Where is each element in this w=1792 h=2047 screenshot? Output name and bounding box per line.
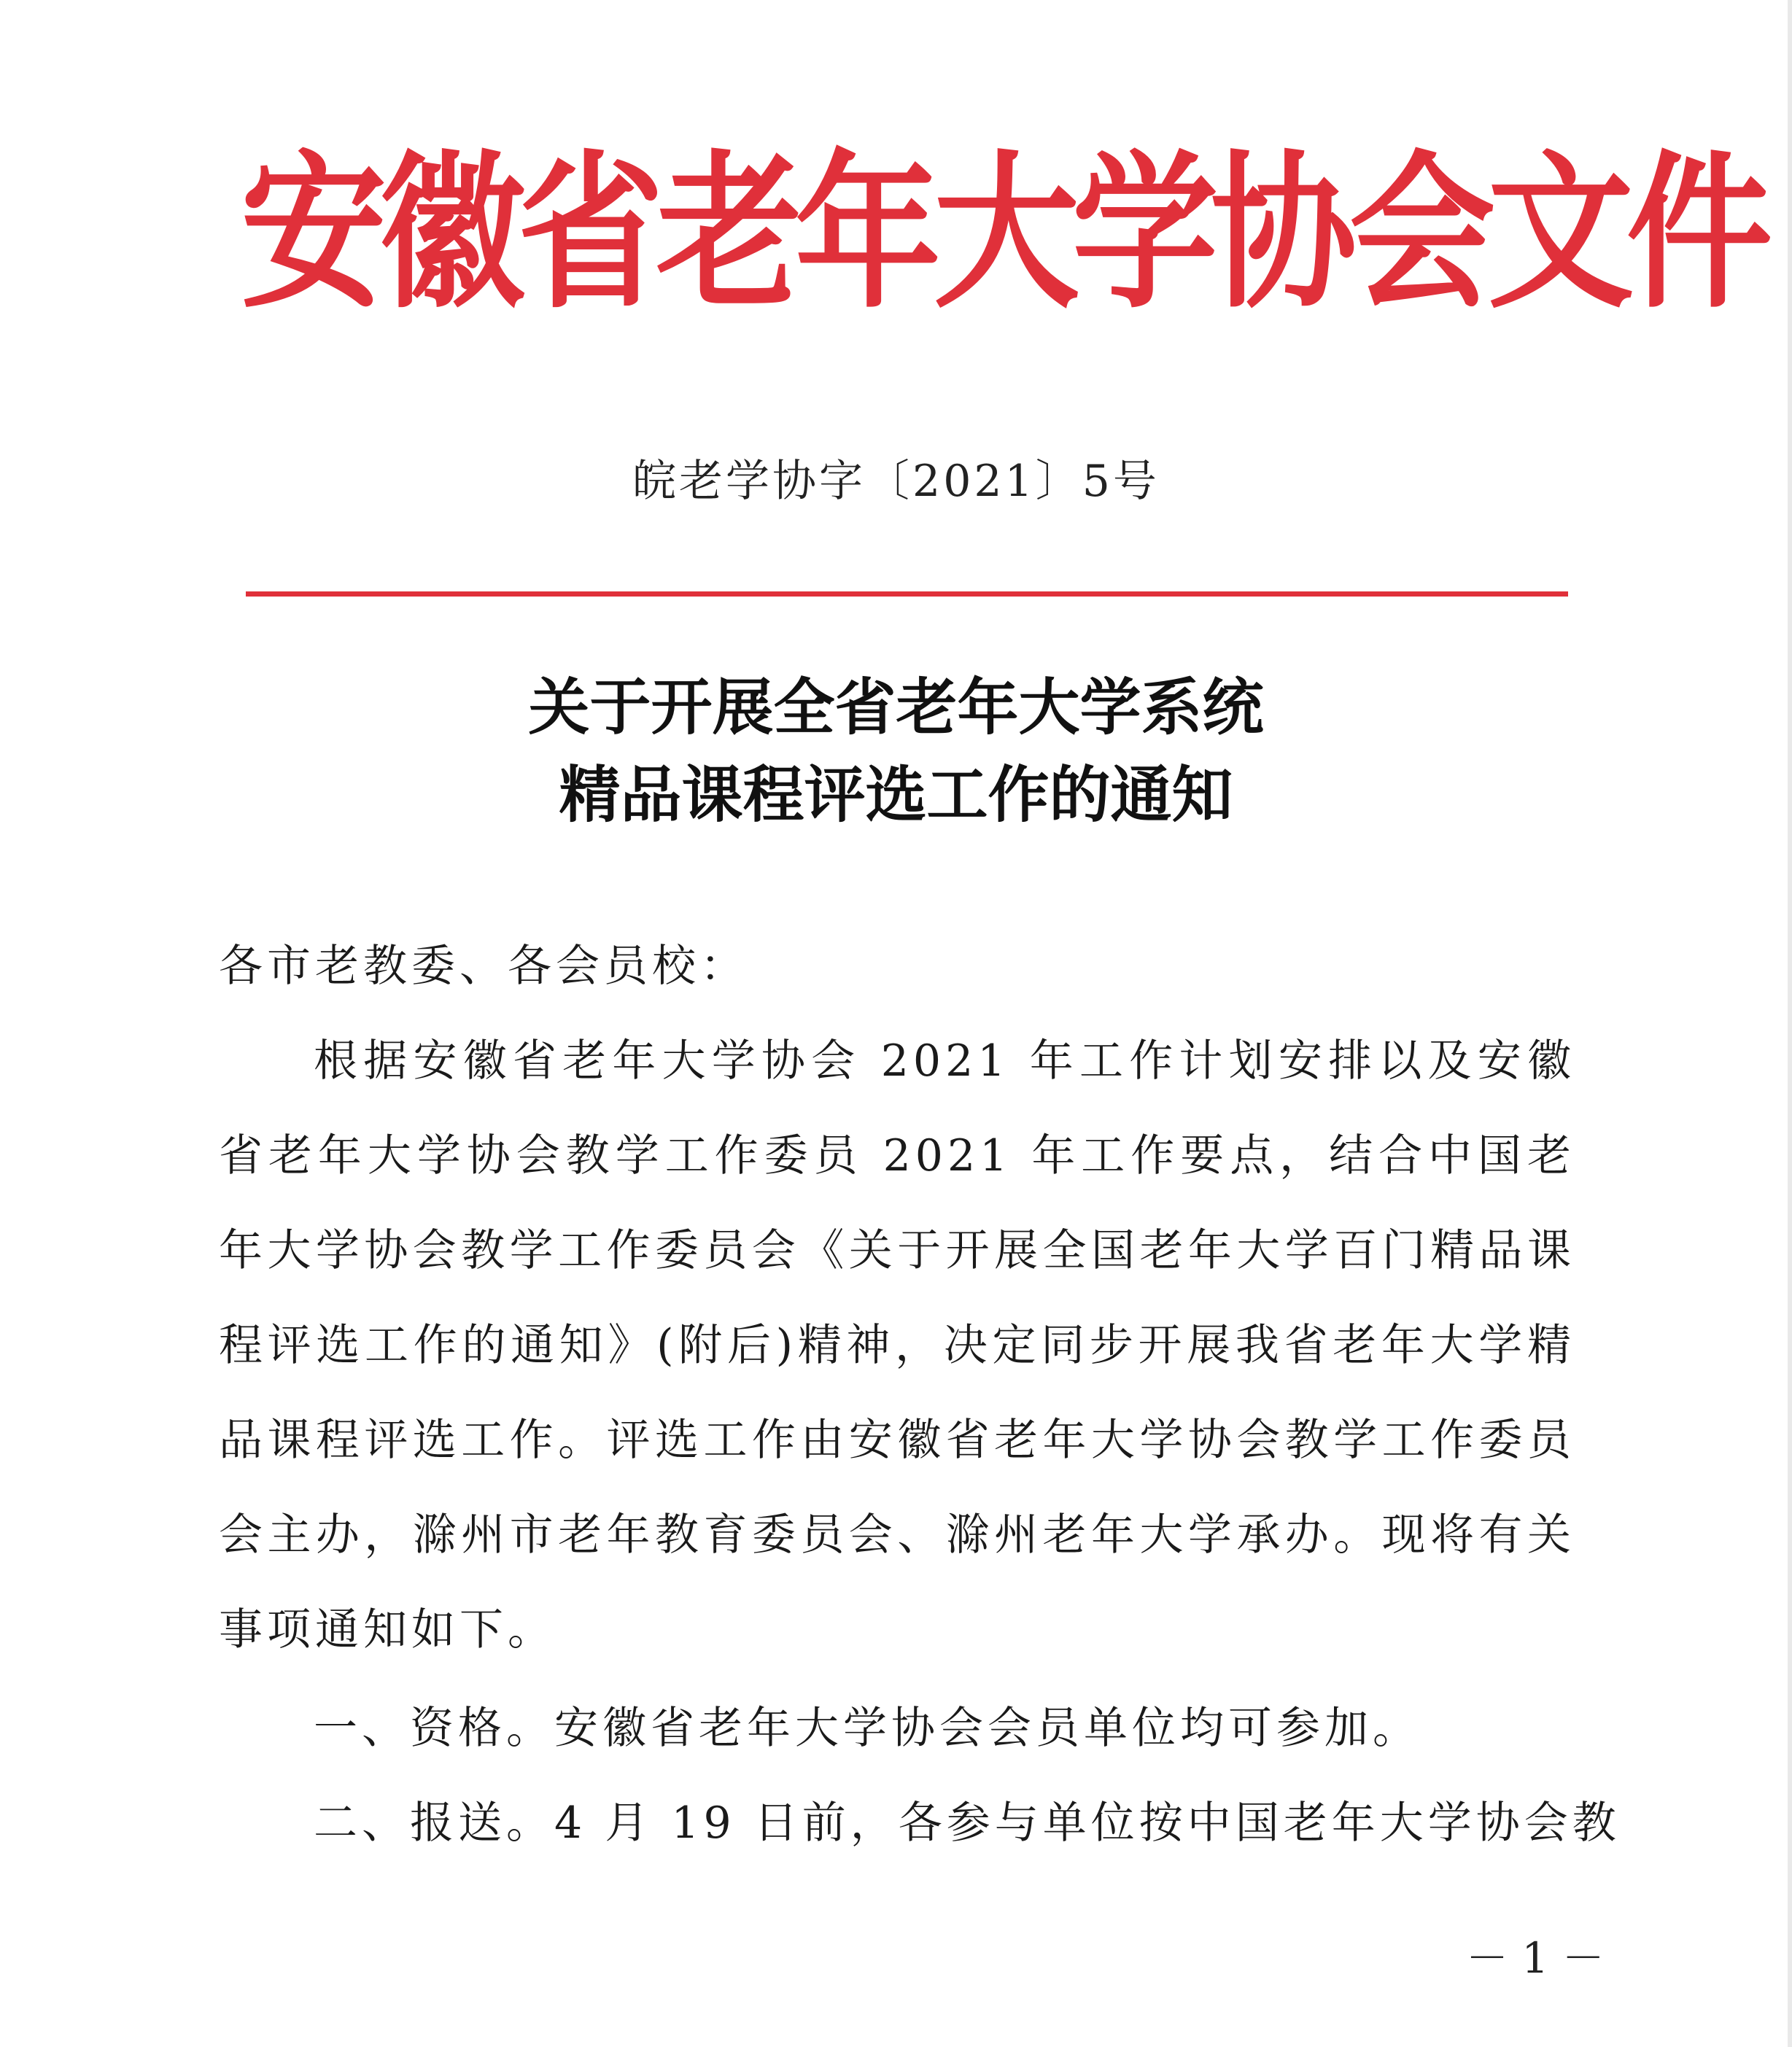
red-divider-line — [246, 591, 1568, 597]
page-edge — [1788, 0, 1792, 2047]
section-eligibility: 一、资格。安徽省老年大学协会会员单位均可参加。 — [314, 1703, 1421, 1754]
notice-title-line-2: 精品课程评选工作的通知 — [559, 758, 1233, 831]
salutation: 各市老教委、各会员校： — [219, 941, 748, 992]
body-paragraph: 根据安徽省老年大学协会 2021 年工作计划安排以及安徽省老年大学协会教学工作委员 2021 年工作要点，结合中国老年大学协会教学工作委员会《关于开展全国老年大学百门精品课程评选工作的通知》(附后)精神，决定同步开展我省老年大学精品课程评选工作。评选工作由安徽省老年大学协会教学工作委员会主办，滁州市老年教育委员会、滁州老年大学承办。现将有关事项通知如下。 — [219, 1036, 1575, 1655]
page-number: － 1 － — [1466, 1933, 1605, 1983]
section-submission: 二、报送。4 月 19 日前，各参与单位按中国老年大学协会教 — [314, 1798, 1621, 1849]
notice-title-line-1: 关于开展全省老年大学系统 — [528, 671, 1264, 743]
document-number: 皖老学协字〔2021〕5号 — [632, 456, 1160, 507]
masthead-title: 安徽省老年大学协会文件 — [241, 134, 1766, 332]
